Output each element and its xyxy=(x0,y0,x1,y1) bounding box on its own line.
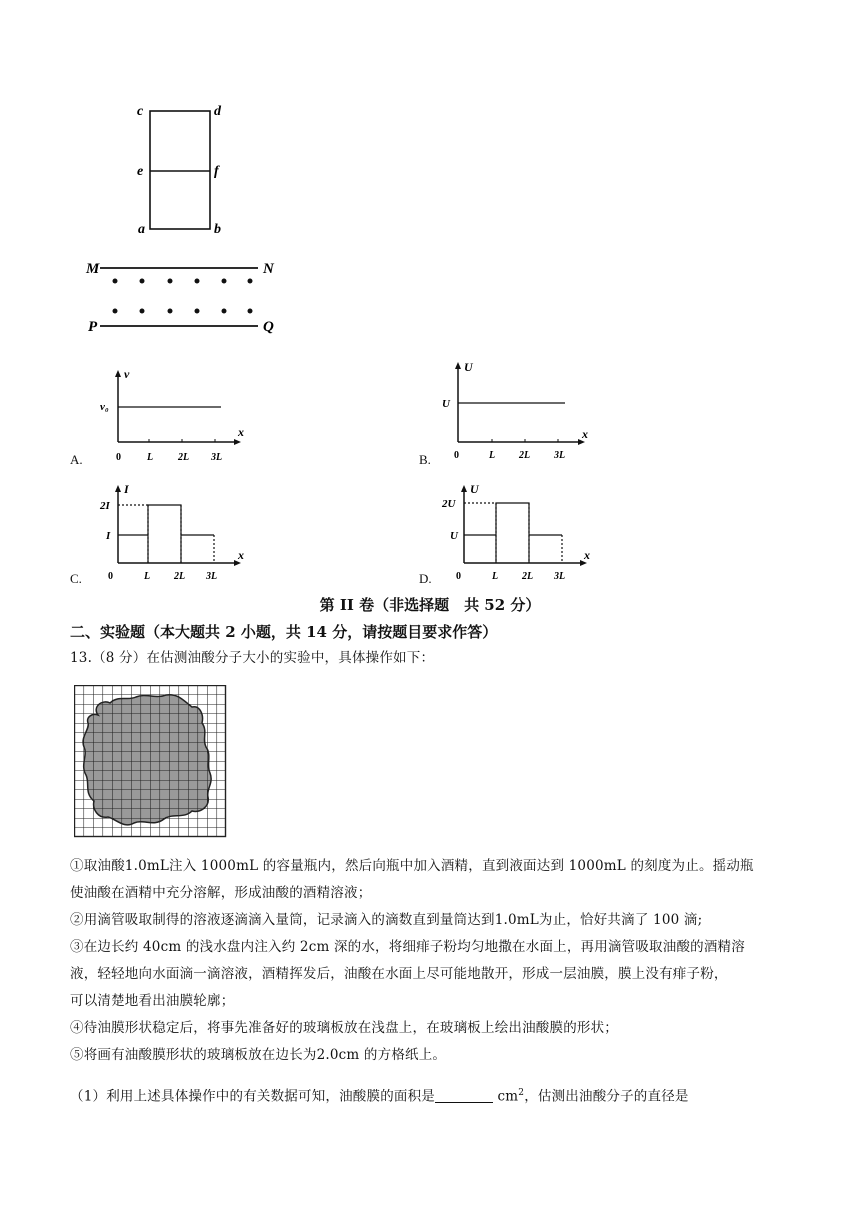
option-B-letter: B. xyxy=(419,452,431,467)
area-unit-exponent: 2 xyxy=(518,1088,525,1098)
label-a: a xyxy=(138,222,145,237)
loop-rectangle xyxy=(150,111,210,229)
option-B-xtick-3L: 3L xyxy=(554,450,566,461)
option-C-xtick-3L: 3L xyxy=(206,571,218,582)
step-3-line-3: 可以清楚地看出油膜轮廓； xyxy=(70,993,235,1009)
step-1-line-2: 使油酸在酒精中充分溶解，形成油酸的酒精溶液； xyxy=(70,885,372,901)
option-A-xtick-3L: 3L xyxy=(211,452,223,463)
option-A-xlabel: x xyxy=(238,425,244,439)
option-C-ylabel: I xyxy=(124,482,129,496)
option-C-ytick-I: I xyxy=(106,530,111,542)
sub-question-1 xyxy=(70,1080,689,1110)
option-A-xtick-L: L xyxy=(147,452,154,463)
field-dots xyxy=(113,279,253,314)
step-1-line-1: ①取油酸1.0mL注入 1000mL 的容量瓶内，然后向瓶中加入酒精，直到液面达到 1000mL 的刻度为止。摇动瓶 xyxy=(70,858,754,874)
option-A-ylabel: v xyxy=(124,367,130,381)
option-C-ytick-2I: 2I xyxy=(100,500,110,512)
option-B-graph xyxy=(438,358,598,464)
area-unit: cm xyxy=(497,1088,519,1105)
option-D-xlabel: x xyxy=(584,548,590,562)
option-B-ylabel: U xyxy=(464,360,473,374)
option-D-voltage-curve xyxy=(464,503,562,563)
option-A-xtick-2L: 2L xyxy=(178,452,190,463)
option-C-letter: C. xyxy=(70,571,82,586)
option-B-xtick-L: L xyxy=(489,450,496,461)
option-A-ytick: v₀ xyxy=(100,401,109,413)
option-D-xtick-L: L xyxy=(492,571,499,582)
answer-blank[interactable] xyxy=(435,1090,493,1103)
label-P: P xyxy=(88,319,98,335)
option-B-xlabel: x xyxy=(582,427,588,441)
option-C-xtick-0: 0 xyxy=(108,571,113,582)
option-D-ylabel: U xyxy=(470,482,479,496)
step-5: ⑤将画有油酸膜形状的玻璃板放在边长为2.0cm 的方格纸上。 xyxy=(70,1047,447,1063)
step-2: ②用滴管吸取制得的溶液逐滴滴入量筒，记录滴入的滴数直到量筒达到1.0mL为止，恰好共滴了 100 滴; xyxy=(70,912,703,928)
label-c: c xyxy=(137,104,144,119)
option-A-xtick-0: 0 xyxy=(116,452,121,463)
option-D-xtick-0: 0 xyxy=(456,571,461,582)
part-heading: 二、实验题（本大题共 2 小题，共 14 分，请按题目要求作答） xyxy=(70,623,498,641)
step-3-line-2: 液，轻轻地向水面滴一滴溶液，酒精挥发后，油酸在水面上尽可能地散开，形成一层油膜，膜上没有痱子粉， xyxy=(70,966,728,982)
step-3-line-1: ③在边长约 40cm 的浅水盘内注入约 2cm 深的水，将细痱子粉均匀地撒在水面上，再用滴管吸取油酸的酒精溶 xyxy=(70,939,745,955)
label-f: f xyxy=(214,164,219,179)
option-C-xtick-L: L xyxy=(144,571,151,582)
option-D-ytick-U: U xyxy=(450,530,458,542)
sub-question-suffix: ，估测出油酸分子的直径是 xyxy=(524,1088,689,1105)
option-C-xlabel: x xyxy=(238,548,244,562)
option-D-graph xyxy=(440,481,600,585)
section-title: 第 II 卷（非选择题 共 52 分） xyxy=(319,596,541,614)
step-4: ④待油膜形状稳定后，将事先准备好的玻璃板放在浅盘上，在玻璃板上绘出油酸膜的形状； xyxy=(70,1020,618,1036)
option-D-xtick-3L: 3L xyxy=(554,571,566,582)
oil-film-grid xyxy=(74,685,228,839)
label-N: N xyxy=(263,261,274,277)
label-Q: Q xyxy=(263,319,274,335)
option-A-graph xyxy=(98,366,248,466)
loop-field-figure xyxy=(80,95,300,340)
option-C-graph xyxy=(98,481,248,585)
option-B-xtick-0: 0 xyxy=(454,450,459,461)
option-C-current-curve xyxy=(118,505,214,563)
label-M: M xyxy=(86,261,100,277)
option-D-letter: D. xyxy=(419,571,432,586)
question-intro: 13.（8 分）在估测油酸分子大小的实验中，具体操作如下： xyxy=(70,650,435,666)
option-D-xtick-2L: 2L xyxy=(522,571,534,582)
option-D-ytick-2U: 2U xyxy=(442,498,456,510)
option-C-xtick-2L: 2L xyxy=(174,571,186,582)
label-d: d xyxy=(214,104,221,119)
label-e: e xyxy=(137,164,144,179)
label-b: b xyxy=(214,222,221,237)
sub-question-prefix: （1）利用上述具体操作中的有关数据可知，油酸膜的面积是 xyxy=(70,1088,435,1105)
option-B-xtick-2L: 2L xyxy=(519,450,531,461)
option-B-ytick: U xyxy=(442,398,450,410)
option-A-letter: A. xyxy=(70,452,83,467)
